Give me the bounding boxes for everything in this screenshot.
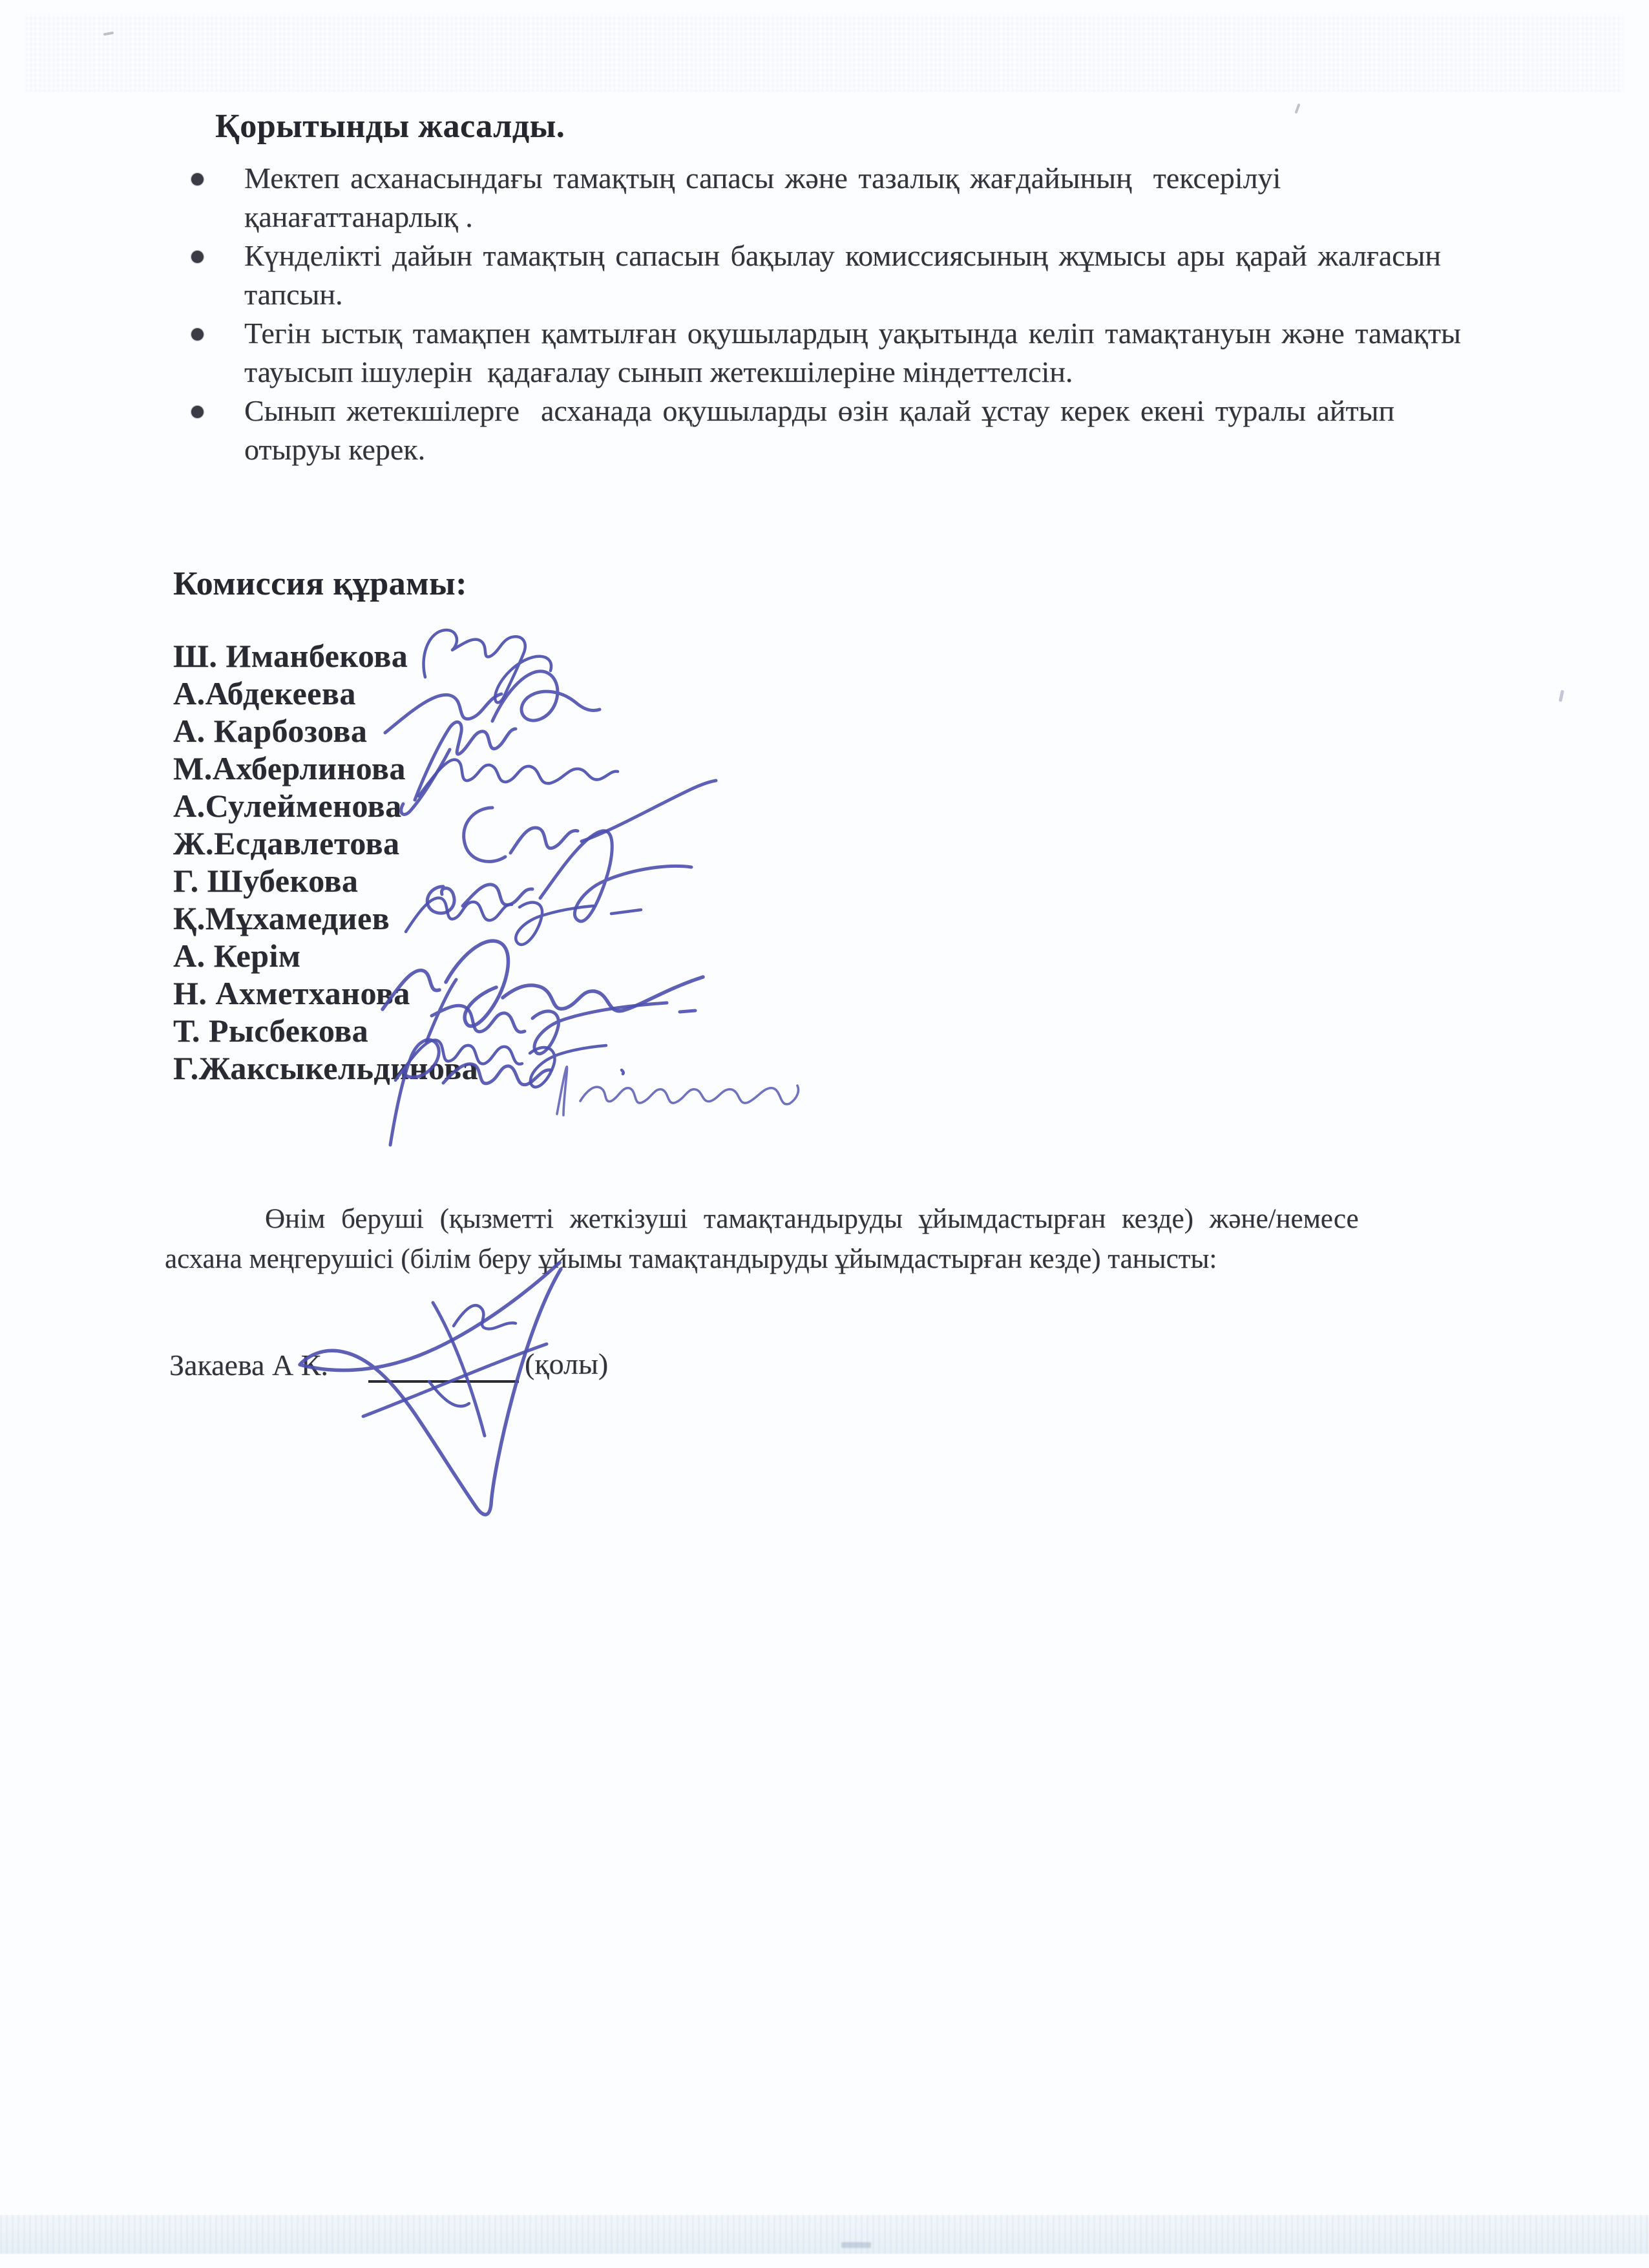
commission-member-name: М.Ахберлинова bbox=[173, 750, 406, 786]
bullet-text-line: тауысып ішулерін қадағалау сынып жетекшілеріне міндеттелсін. bbox=[244, 355, 1073, 388]
bullet-dot-icon bbox=[191, 173, 204, 185]
signature-ink-akhmetkhanova bbox=[395, 1040, 624, 1087]
signature-ink-imanbekova bbox=[424, 630, 551, 702]
commission-member-name: Г.Жаксыкельдинова bbox=[173, 1050, 479, 1086]
bullet-dot-icon bbox=[191, 251, 204, 263]
signature-ink-suleimenova bbox=[464, 781, 716, 861]
commission-member-name: Ж.Есдавлетова bbox=[173, 825, 400, 861]
commission-member-name: Т. Рысбекова bbox=[173, 1013, 369, 1049]
commission-member-name: А. Керім bbox=[173, 938, 301, 974]
scan-speck bbox=[1559, 690, 1564, 702]
commission-member-name: А.Сулейменова bbox=[173, 788, 402, 824]
commission-member-name: Ш. Иманбекова bbox=[173, 638, 408, 674]
bullet-item bbox=[189, 159, 1559, 236]
scan-speck bbox=[841, 2242, 871, 2248]
commission-member-name: А. Карбозова bbox=[173, 713, 368, 749]
bullet-text-line: тапсын. bbox=[244, 278, 343, 311]
scan-noise-bottom bbox=[0, 2215, 1649, 2254]
signature-ink-karbozova bbox=[401, 722, 516, 814]
bullet-text-line: Мектеп асханасындағы тамақтың сапасы және тазалық жағдайының тексерілуі bbox=[244, 162, 1281, 194]
bullet-dot-icon bbox=[191, 328, 204, 341]
bullet-item bbox=[189, 236, 1559, 314]
bullet-item bbox=[189, 392, 1559, 469]
commission-heading: Комиссия құрамы: bbox=[173, 565, 467, 602]
signature-ink-shubekova bbox=[406, 898, 641, 945]
bullet-text-line: Тегін ыстық тамақпен қамтылған оқушылардың уақытында келіп тамақтануын және тамақты bbox=[244, 317, 1461, 350]
commission-member-name: Н. Ахметханова bbox=[173, 975, 410, 1011]
signature-ink-kerim bbox=[426, 980, 695, 1054]
bullet-item bbox=[189, 314, 1559, 392]
acknowledgement-line: асхана меңгерушісі (білім беру ұйымы тамақтандыруды ұйымдастырған кезде) танысты: bbox=[165, 1244, 1217, 1274]
signature-caption: (қолы) bbox=[525, 1347, 609, 1380]
signature-ink-akhberlinova bbox=[419, 760, 618, 796]
bullet-text-line: Сынып жетекшілерге асханада оқушыларды өзін қалай ұстау керек екені туралы айтып bbox=[244, 394, 1395, 427]
signatory-name: Закаева А К. bbox=[169, 1349, 328, 1381]
commission-member-name: А.Абдекеева bbox=[173, 675, 356, 711]
bullet-text-line: қанағаттанарлық . bbox=[244, 200, 473, 233]
page-title: Қорытынды жасалды. bbox=[215, 108, 565, 145]
bullet-dot-icon bbox=[191, 406, 204, 418]
signature-ink-zakaeva-loop bbox=[429, 1381, 469, 1406]
scan-speck bbox=[1294, 103, 1300, 114]
commission-member-name: Қ.Мұхамедиев bbox=[173, 900, 390, 936]
bullet-text-line: отыруы керек. bbox=[244, 433, 426, 466]
commission-member-name: Г. Шубекова bbox=[173, 863, 359, 899]
signature-ink-zhaksykeldinova bbox=[557, 1067, 799, 1115]
signature-ink-abdekeeva bbox=[385, 671, 600, 733]
bullet-text-line: Күнделікті дайын тамақтың сапасын бақылау комиссиясының жұмысы ары қарай жалғасын bbox=[244, 239, 1442, 272]
acknowledgement-line: Өнім беруші (қызметті жеткізуші тамақтандыруды ұйымдастырған кезде) және/немесе bbox=[265, 1204, 1359, 1234]
signatory-signature-ink bbox=[271, 1241, 607, 1525]
commission-signatures-ink bbox=[323, 594, 840, 1150]
signature-ink-zakaeva-zigzag bbox=[454, 1305, 516, 1329]
scan-noise-top bbox=[26, 14, 1623, 92]
